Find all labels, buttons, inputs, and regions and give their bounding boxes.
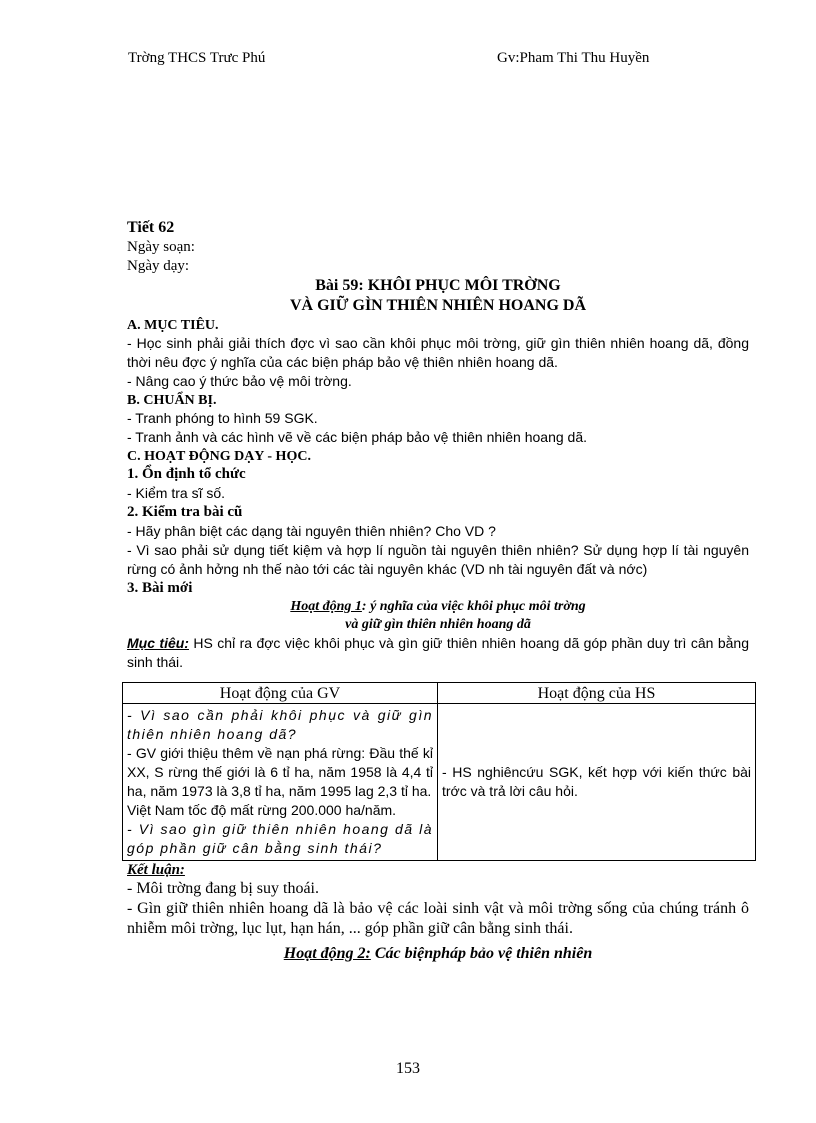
- gv-question-2: - Vì sao gìn giữ thiên nhiên hoang dã là góp phần giữ cân bằng sinh thái?: [127, 821, 433, 856]
- school-name: Trờng THCS Trưc Phú: [128, 50, 266, 66]
- prep-date: Ngày soạn:: [127, 239, 195, 255]
- objective-item-2: - Nâng cao ý thức bảo vệ môi trờng.: [127, 373, 352, 389]
- gv-intro: - GV giới thiệu thêm về nạn phá rừng: Đầu thế kỉ XX, S rừng thế giới là 6 tỉ ha, năm 1958 là 4,4 tỉ ha, năm 1973 là 3,8 tỉ ha, năm 1995 lag 2,3 tỉ ha.: [127, 745, 433, 799]
- conclusion-item-2: - Gìn giữ thiên nhiên hoang dã là bảo vệ các loài sinh vật và môi trờng sống của chúng tránh ô nhiễm môi trờng, lục lụt, hạn hán, ... góp phần giữ cân bằng sinh thái.: [127, 900, 749, 937]
- page-number: 153: [396, 1060, 420, 1077]
- gv-question-1: - Vì sao cần phải khôi phục và giữ gìn thiên nhiên hoang dã?: [127, 707, 433, 742]
- activity-2-title-text: Các biệnpháp bảo vệ thiên nhiên: [370, 945, 593, 962]
- col-header-hs: Hoạt động của HS: [438, 683, 756, 704]
- preparation-item-1: - Tranh phóng to hình 59 SGK.: [127, 410, 318, 426]
- activity-1-label: Hoạt động 1: [290, 599, 362, 614]
- lesson-title-line2: VÀ GIỮ GÌN THIÊN NHIÊN HOANG DÃ: [289, 297, 587, 314]
- activities-heading: C. HOẠT ĐỘNG DẠY - HỌC.: [127, 449, 311, 464]
- table-header-row: [123, 683, 756, 704]
- objectives-heading: A. MỤC TIÊU.: [127, 318, 219, 333]
- col-header-gv: Hoạt động của GV: [123, 683, 438, 704]
- gv-vietnam-rate: Việt Nam tốc độ mất rừng 200.000 ha/năm.: [127, 802, 397, 818]
- teacher-name: Gv:Pham Thi Thu Huyền: [497, 50, 650, 66]
- gv-cell: [123, 704, 438, 861]
- activity-2-title: [127, 943, 749, 965]
- lesson-number: Tiết 62: [127, 219, 175, 236]
- activity-2-label: Hoạt động 2:: [283, 945, 371, 962]
- conclusion-label: Kết luận:: [127, 862, 185, 878]
- activity-1-title-line1: : ý nghĩa của việc khôi phục môi trờng: [361, 599, 586, 614]
- goal-text: HS chỉ ra đợc việc khôi phục và gìn giữ thiên nhiên hoang dã góp phần duy trì cân bằng sinh thái.: [127, 635, 749, 670]
- activity-table: [122, 682, 756, 861]
- section-3-heading: 3. Bài mới: [127, 580, 193, 596]
- goal-label: Mục tiêu:: [127, 635, 189, 651]
- teach-date: Ngày dạy:: [127, 258, 190, 274]
- section-2-heading: 2. Kiểm tra bài cũ: [127, 504, 243, 520]
- conclusion-item-1: - Môi trờng đang bị suy thoái.: [127, 880, 319, 897]
- activity-1-goal: [127, 634, 749, 672]
- hs-cell: [438, 704, 756, 861]
- table-row: [123, 704, 756, 861]
- lesson-title-line1: Bài 59: KHÔI PHỤC MÔI TRỜNG: [315, 277, 561, 294]
- hs-answer: - HS nghiêncứu SGK, kết hợp với kiến thức bài trớc và trả lời câu hỏi.: [442, 764, 751, 799]
- section-1-item: - Kiểm tra sĩ số.: [127, 485, 226, 501]
- document-body: [127, 218, 749, 965]
- preparation-item-2: - Tranh ảnh và các hình vẽ về các biện pháp bảo vệ thiên nhiên hoang dã.: [127, 429, 587, 445]
- activity-1-title-line2: và giữ gìn thiên nhiên hoang dã: [345, 617, 531, 632]
- objective-item-1: - Học sinh phải giải thích đợc vì sao cần khôi phục môi trờng, giữ gìn thiên nhiên hoang dã, đồng thời nêu đợc ý nghĩa của các biện pháp bảo vệ thiên nhiên hoang dã.: [127, 335, 749, 370]
- activity-1-title: [127, 598, 749, 616]
- preparation-heading: B. CHUẨN BỊ.: [127, 393, 217, 408]
- section-1-heading: 1. Ổn định tổ chức: [127, 466, 246, 482]
- section-2-item-2: - Vì sao phải sử dụng tiết kiệm và hợp lí nguồn tài nguyên thiên nhiên? Sử dụng hợp lí tài nguyên rừng có ảnh hởng nh thế nào tới các tài nguyên khác (VD nh tài nguyên đất và nớc): [127, 542, 749, 577]
- section-2-item-1: - Hãy phân biệt các dạng tài nguyên thiên nhiên? Cho VD ?: [127, 523, 496, 539]
- page-header: [0, 49, 816, 69]
